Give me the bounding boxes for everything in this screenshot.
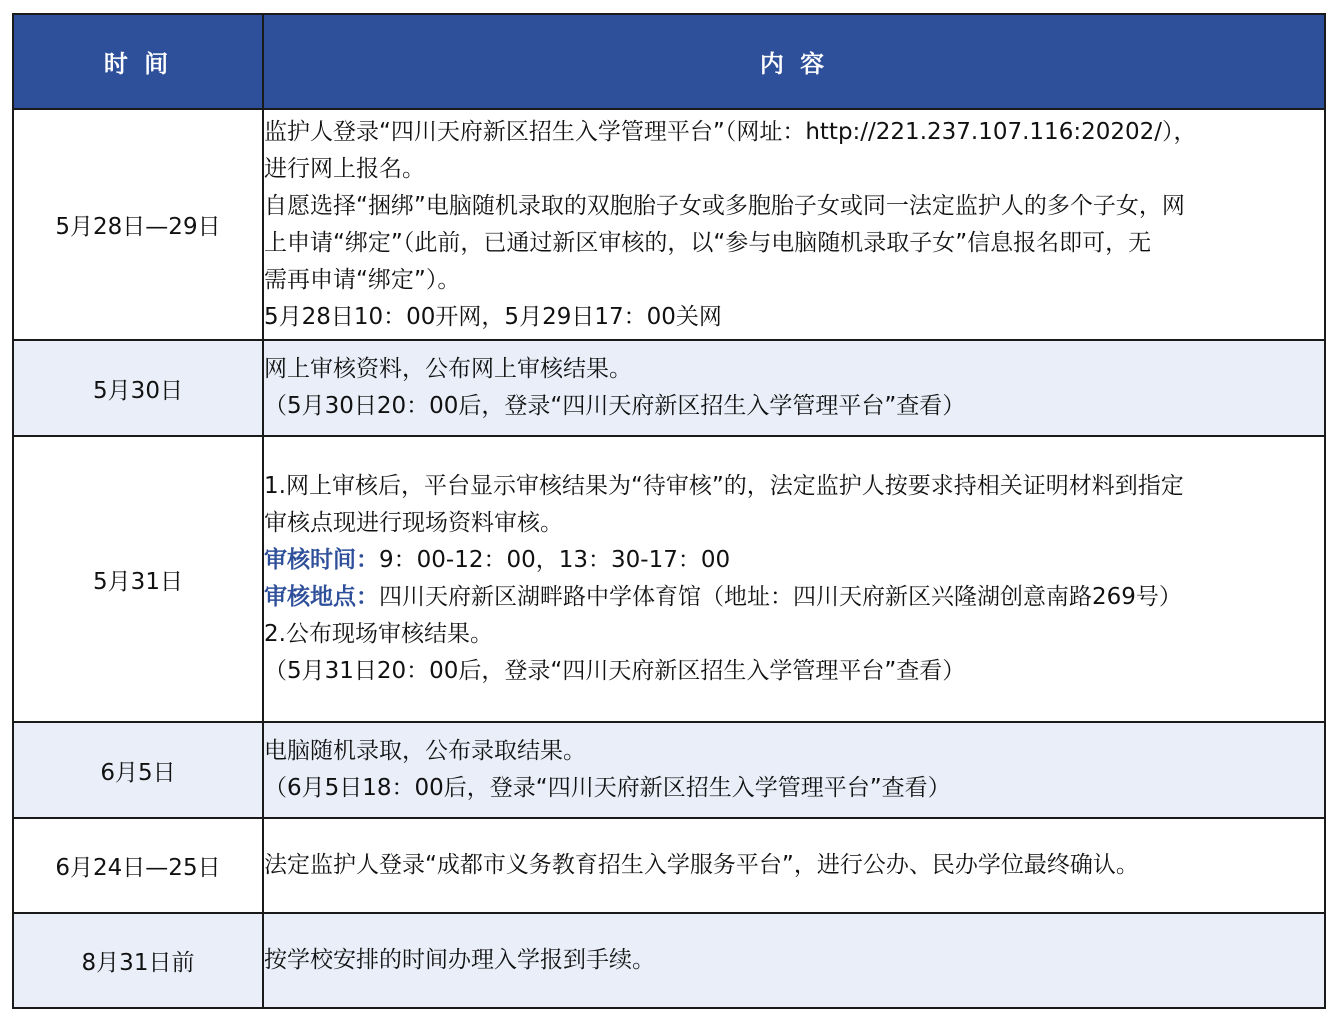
row-content <box>263 913 1325 1008</box>
table-row <box>13 340 1325 436</box>
row-time: 5月28日—29日 <box>13 109 263 340</box>
review-time-label: 审核时间： <box>264 547 379 573</box>
review-place-label: 审核地点： <box>264 584 379 610</box>
content-line: 5月28日10：00开网，5月29日17：00关网 <box>264 303 722 330</box>
content-line: 法定监护人登录“成都市义务教育招生入学服务平台”，进行公办、民办学位最终确认。 <box>264 852 1139 878</box>
content-line: （5月30日20：00后，登录“四川天府新区招生入学管理平台”查看） <box>264 393 966 419</box>
table-row <box>13 436 1325 722</box>
row-content <box>263 340 1325 436</box>
review-time-value: 9：00-12：00，13：30-17：00 <box>379 547 731 573</box>
row-content <box>263 109 1325 340</box>
enrollment-schedule-table <box>12 13 1326 1009</box>
review-place-line <box>264 579 1324 616</box>
content-line: 监护人登录“四川天府新区招生入学管理平台”（网址：http://221.237.107.116:20202/）， <box>264 118 1197 145</box>
row-time: 6月24日—25日 <box>13 818 263 913</box>
table-row <box>13 109 1325 340</box>
content-line: 需再申请“绑定”）。 <box>264 266 461 293</box>
content-line: 电脑随机录取，公布录取结果。 <box>264 738 586 764</box>
table-row <box>13 722 1325 818</box>
content-line: （5月31日20：00后，登录“四川天府新区招生入学管理平台”查看） <box>264 658 966 684</box>
header-time: 时 间 <box>13 14 263 109</box>
review-time-line <box>264 542 1324 579</box>
content-line: （6月5日18：00后，登录“四川天府新区招生入学管理平台”查看） <box>264 775 951 801</box>
table-row <box>13 818 1325 913</box>
table-row <box>13 913 1325 1008</box>
row-time: 6月5日 <box>13 722 263 818</box>
content-line: 上申请“绑定”（此前，已通过新区审核的，以“参与电脑随机录取子女”信息报名即可，无 <box>264 229 1152 256</box>
header-row <box>13 14 1325 109</box>
row-content <box>263 722 1325 818</box>
content-line: 2.公布现场审核结果。 <box>264 621 493 647</box>
content-line: 按学校安排的时间办理入学报到手续。 <box>264 947 655 973</box>
table-header <box>13 14 1325 109</box>
row-time: 8月31日前 <box>13 913 263 1008</box>
row-time: 5月31日 <box>13 436 263 722</box>
header-content: 内 容 <box>263 14 1325 109</box>
row-content <box>263 436 1325 722</box>
content-line: 审核点现进行现场资料审核。 <box>264 510 563 536</box>
content-line: 网上审核资料，公布网上审核结果。 <box>264 356 632 382</box>
review-place-value: 四川天府新区湖畔路中学体育馆（地址：四川天府新区兴隆湖创意南路269号） <box>379 584 1182 610</box>
row-time: 5月30日 <box>13 340 263 436</box>
row-content <box>263 818 1325 913</box>
content-line: 1.网上审核后，平台显示审核结果为“待审核”的，法定监护人按要求持相关证明材料到指定 <box>264 473 1184 499</box>
content-line: 进行网上报名。 <box>264 155 425 182</box>
content-line: 自愿选择“捆绑”电脑随机录取的双胞胎子女或多胞胎子女或同一法定监护人的多个子女，网 <box>264 192 1185 219</box>
